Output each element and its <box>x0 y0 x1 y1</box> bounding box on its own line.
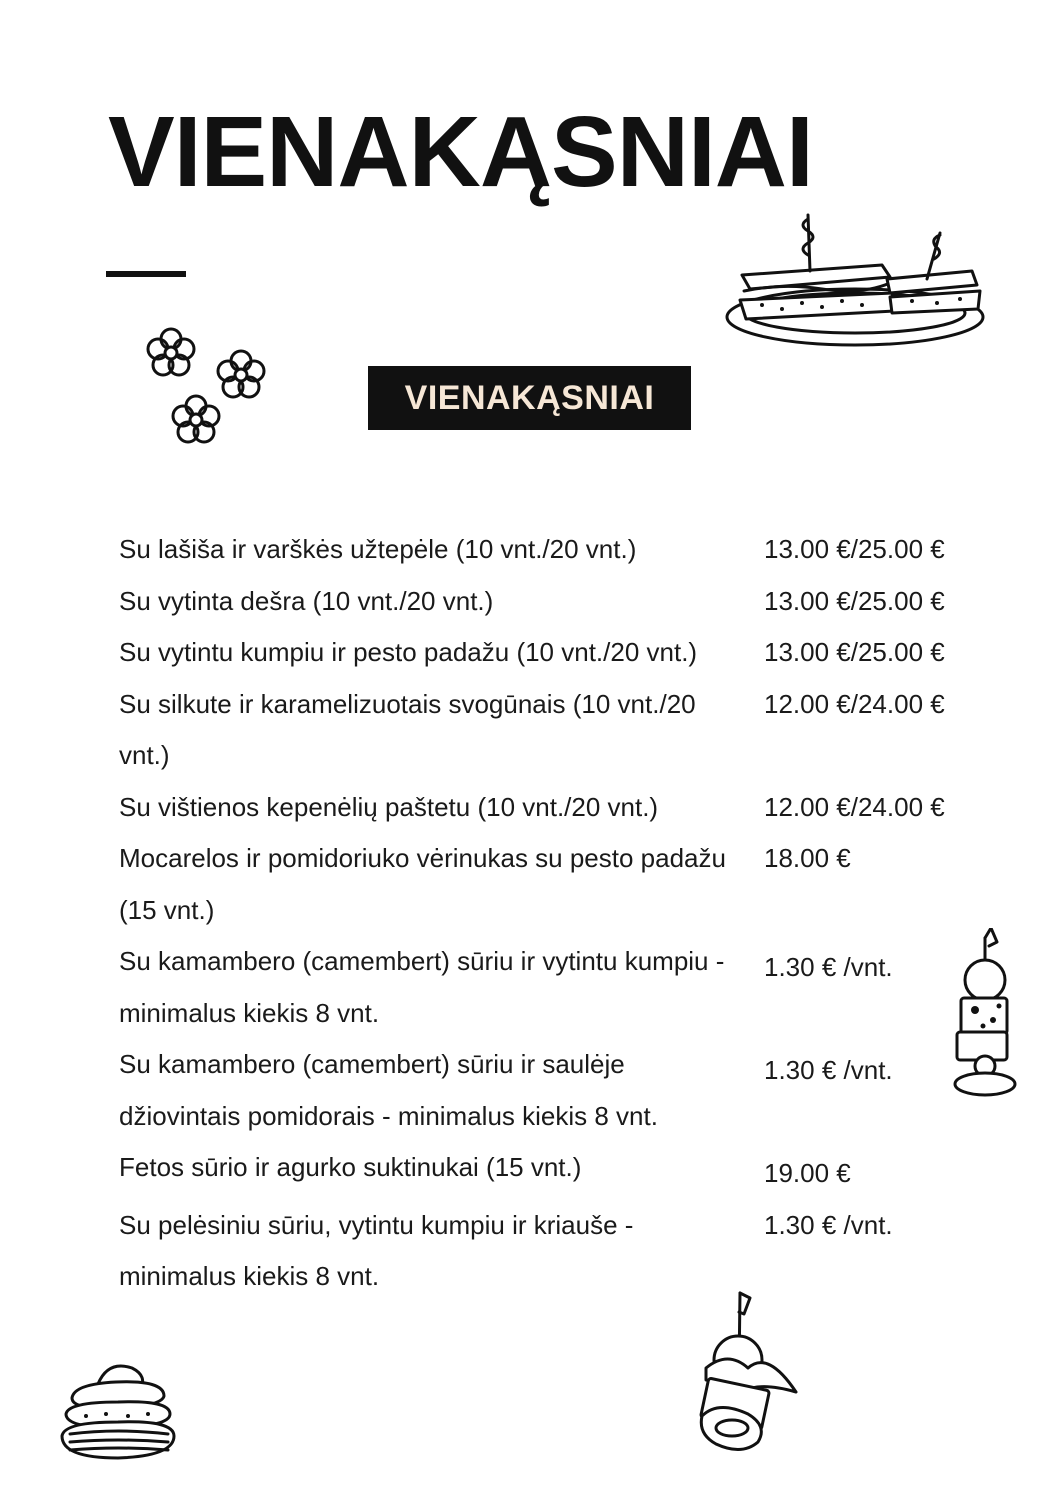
menu-item-price: 12.00 €/24.00 € <box>764 791 945 822</box>
menu-item-name: Su lašiša ir varškės užtepėle (10 vnt./20 vnt.) <box>119 534 637 564</box>
menu-item-price: 13.00 €/25.00 € <box>764 637 945 667</box>
menu-item-price: 13.00 €/25.00 € <box>764 534 945 564</box>
flowers-icon <box>136 320 281 455</box>
menu-item-price: 1.30 € /vnt. <box>764 1209 893 1240</box>
menu-item <box>119 782 999 834</box>
menu-item <box>119 524 999 576</box>
sandwich-plate-icon <box>722 205 992 355</box>
bread-stack-icon <box>56 1358 181 1463</box>
section-badge: VIENAKĄSNIAI <box>368 366 691 430</box>
menu-item <box>119 833 999 936</box>
menu-item-name: Su pelėsiniu sūriu, vytintu kumpiu ir kriauše - minimalus kiekis 8 vnt. <box>119 1209 634 1291</box>
cheese-skewer-icon <box>945 928 1025 1100</box>
menu-item <box>119 1142 999 1200</box>
page-title: VIENAKĄSNIAI <box>108 96 813 208</box>
menu-item-price: 18.00 € <box>764 843 851 873</box>
menu-item-price: 13.00 €/25.00 € <box>764 585 945 616</box>
menu-item-name: Su silkute ir karamelizuotais svogūnais (10 vnt./20 vnt.) <box>119 688 696 770</box>
menu-item-name: Su kamambero (camembert) sūriu ir vytintu kumpiu - minimalus kiekis 8 vnt. <box>119 946 725 1028</box>
menu-item <box>119 936 999 1039</box>
menu-item-price: 12.00 €/24.00 € <box>764 688 945 719</box>
menu-list <box>119 524 999 1303</box>
menu-item-name: Fetos sūrio ir agurko suktinukai (15 vnt.) <box>119 1152 582 1182</box>
title-underline <box>106 271 186 277</box>
menu-item-name: Su vištienos kepenėlių paštetu (10 vnt./20 vnt.) <box>119 791 659 822</box>
menu-item-name: Mocarelos ir pomidoriuko vėrinukas su pesto padažu (15 vnt.) <box>119 843 726 925</box>
menu-item <box>119 627 999 679</box>
menu-item-price: 19.00 € <box>764 1158 851 1188</box>
menu-item <box>119 679 999 782</box>
menu-item-name: Su vytinta dešra (10 vnt./20 vnt.) <box>119 585 494 616</box>
menu-item-price: 1.30 € /vnt. <box>764 1055 893 1085</box>
menu-item-name: Su vytintu kumpiu ir pesto padažu (10 vnt./20 vnt.) <box>119 637 698 667</box>
menu-item <box>119 576 999 628</box>
menu-item <box>119 1039 999 1142</box>
menu-item-price: 1.30 € /vnt. <box>764 952 893 982</box>
menu-item <box>119 1200 999 1303</box>
ham-skewer-icon <box>688 1288 803 1458</box>
menu-item-name: Su kamambero (camembert) sūriu ir saulėje džiovintais pomidorais - minimalus kiekis 8 vnt. <box>119 1049 658 1131</box>
